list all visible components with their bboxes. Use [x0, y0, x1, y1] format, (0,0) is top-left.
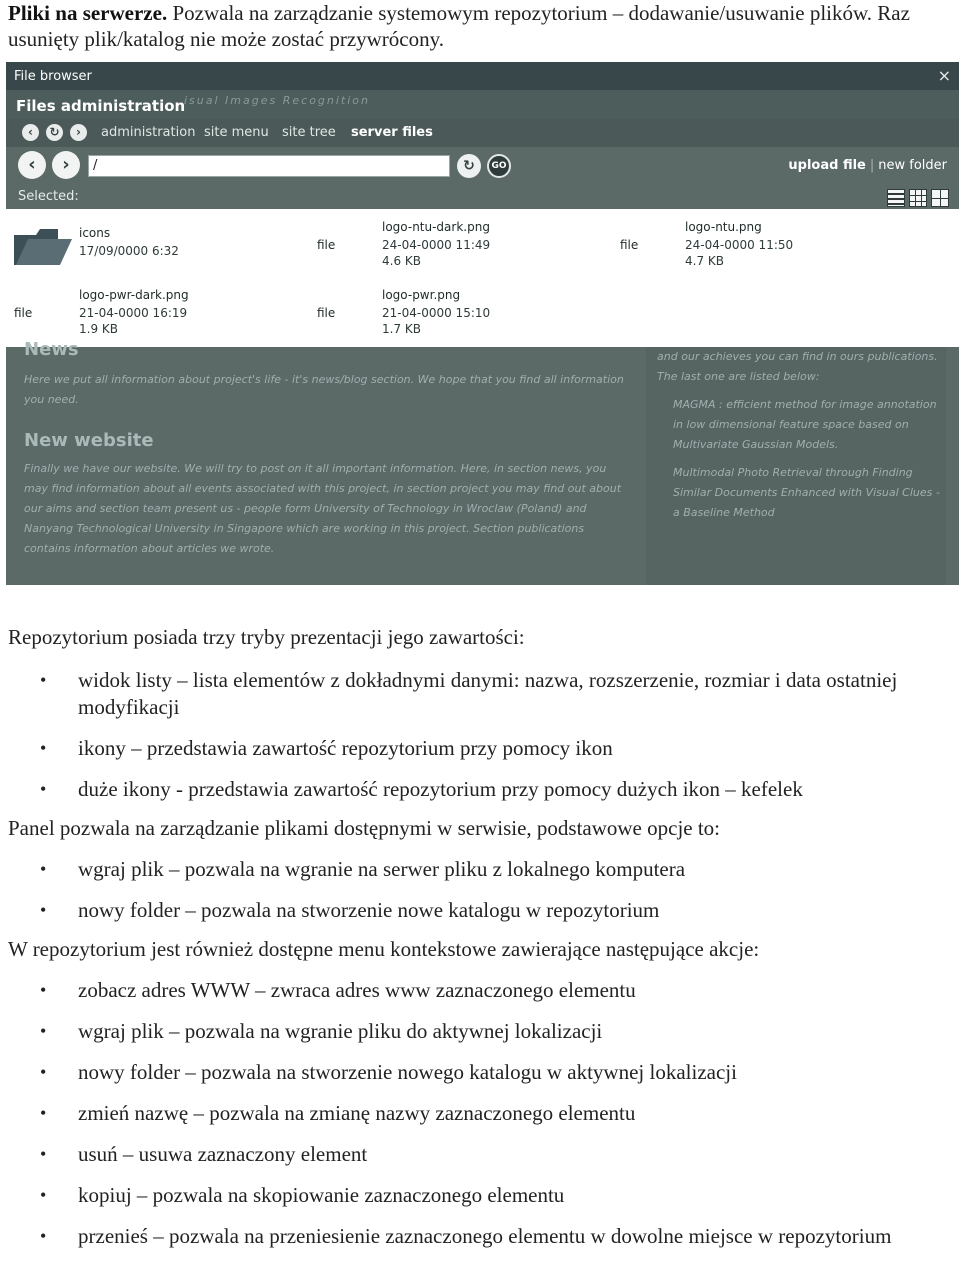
file-date: 21-04-0000 15:10: [382, 306, 491, 320]
file-item-logo-ntu[interactable]: [685, 220, 865, 272]
background-subtitle: isual Images Recognition: [184, 94, 370, 107]
intro-paragraph: [8, 0, 948, 52]
file-item-logo-ntu-dark[interactable]: [382, 220, 562, 272]
icons-view-icon[interactable]: [909, 189, 927, 207]
window-titlebar: [6, 62, 959, 90]
list-item: • zmień nazwę – pozwala na zmianę nazwy zaznaczonego elementu: [8, 1100, 948, 1127]
publication-item: Multimodal Photo Retrieval through Finding Similar Documents Enhanced with Visual Clues - a Baseline Method: [673, 466, 940, 519]
file-date: 24-04-0000 11:50: [685, 238, 794, 252]
admin-nav-bar: [6, 119, 959, 147]
nav-link-server-files[interactable]: server files: [351, 125, 433, 140]
new-website-text: Finally we have our website. We will try to post on it all important information. Here, in section news, you may find information about all events associated with this project, in section project you may find out about our aims and section team present us - people form University of Technology in Wroclaw (Poland) and Nanyang Technological University in Singapore which are working in this project. Section publications contains information about articles we wrote.: [24, 462, 622, 555]
paragraph-modes: Repozytorium posiada trzy tryby prezentacji jego zawartości:: [8, 625, 525, 649]
nav-link-administration[interactable]: administration: [101, 125, 196, 140]
view-mode-switch: [883, 189, 949, 211]
refresh-icon[interactable]: ↻: [457, 154, 481, 178]
list-modes: [8, 667, 948, 803]
nav-refresh-icon[interactable]: ↻: [46, 124, 63, 141]
file-size: 4.7 KB: [685, 254, 724, 268]
list-item: • duże ikony - przedstawia zawartość repozytorium przy pomocy dużych ikon – kefelek: [8, 776, 948, 803]
window-title: File browser: [14, 69, 92, 84]
blog-left-column: [24, 339, 624, 559]
list-item: • kopiuj – pozwala na skopiowanie zaznaczonego elementu: [8, 1182, 948, 1209]
file-type-label: file: [620, 238, 639, 252]
blog-right-column: [646, 347, 946, 585]
paragraph-panel: Panel pozwala na zarządzanie plikami dostępnymi w serwisie, podstawowe opcje to:: [8, 816, 721, 840]
go-button[interactable]: GO: [487, 154, 511, 178]
paragraph-context-menu: W repozytorium jest również dostępne menu kontekstowe zawierające następujące akcje:: [8, 937, 760, 961]
file-name: logo-pwr.png: [382, 288, 461, 302]
back-icon[interactable]: ‹: [18, 151, 46, 179]
list-item: • przenieś – pozwala na przeniesienie zaznaczonego elementu w dowolne miejsce w repozytorium: [8, 1223, 948, 1250]
file-item-icons[interactable]: [79, 226, 229, 278]
nav-forward-icon[interactable]: ›: [70, 124, 87, 141]
list-context-actions: [8, 977, 948, 1250]
selected-label: Selected:: [18, 189, 79, 204]
list-panel-options: [8, 856, 948, 924]
new-folder-link[interactable]: new folder: [878, 158, 947, 173]
file-actions: [788, 158, 947, 173]
file-size: 1.7 KB: [382, 322, 421, 336]
list-item: • widok listy – lista elementów z dokładnymi danymi: nazwa, rozszerzenie, rozmiar i data ostatniej modyfikacji: [8, 667, 948, 721]
large-icons-view-icon[interactable]: [931, 189, 949, 207]
intro-text: Pozwala na zarządzanie systemowym repozytorium – dodawanie/usuwanie plików. Raz usunięty plik/katalog nie może zostać przywrócony.: [8, 1, 910, 51]
upload-file-link[interactable]: upload file: [788, 158, 866, 173]
nav-back-icon[interactable]: ‹: [22, 124, 39, 141]
close-icon[interactable]: ×: [937, 66, 951, 85]
file-size: 4.6 KB: [382, 254, 421, 268]
file-date: 17/09/0000 6:32: [79, 244, 179, 258]
address-bar: [6, 147, 959, 187]
forward-icon[interactable]: ›: [52, 151, 80, 179]
list-item: • nowy folder – pozwala na stworzenie nowe katalogu w repozytorium: [8, 897, 948, 924]
intro-heading: Pliki na serwerze.: [8, 1, 168, 25]
list-item: • wgraj plik – pozwala na wgranie na serwer pliku z lokalnego komputera: [8, 856, 948, 883]
list-item: • ikony – przedstawia zawartość repozytorium przy pomocy ikon: [8, 735, 948, 762]
file-name: logo-ntu.png: [685, 220, 762, 234]
list-item: • usuń – usuwa zaznaczony element: [8, 1141, 948, 1168]
panel-title: Files administration: [16, 97, 186, 115]
background-website-content: [6, 339, 959, 585]
nav-link-site-tree[interactable]: site tree: [282, 125, 336, 140]
list-item: • nowy folder – pozwala na stworzenie nowego katalogu w aktywnej lokalizacji: [8, 1059, 948, 1086]
folder-icon[interactable]: [14, 229, 72, 265]
file-name: logo-pwr-dark.png: [79, 288, 189, 302]
file-name: icons: [79, 226, 111, 240]
news-text: Here we put all information about project's life - it's news/blog section. We hope that you find all information you need.: [24, 373, 624, 406]
nav-link-site-menu[interactable]: site menu: [204, 125, 269, 140]
new-website-heading: New website: [24, 430, 154, 451]
selection-bar: [6, 187, 959, 209]
list-view-icon[interactable]: [887, 189, 905, 207]
actions-separator: |: [869, 158, 875, 173]
file-type-label: file: [14, 306, 33, 320]
publications-intro: and our achieves you can find in ours publications. The last one are listed below:: [657, 350, 938, 383]
publication-item: MAGMA : efficient method for image annotation in low dimensional feature space based on Multivariate Gaussian Models.: [673, 398, 937, 451]
list-item: • zobacz adres WWW – zwraca adres www zaznaczonego elementu: [8, 977, 948, 1004]
document-body: [8, 624, 948, 1250]
file-grid: [6, 209, 959, 347]
list-item: • wgraj plik – pozwala na wgranie pliku do aktywnej lokalizacji: [8, 1018, 948, 1045]
file-type-label: file: [317, 238, 336, 252]
file-date: 21-04-0000 16:19: [79, 306, 188, 320]
path-input[interactable]: /: [88, 155, 450, 177]
file-size: 1.9 KB: [79, 322, 118, 336]
file-type-label: file: [317, 306, 336, 320]
file-name: logo-ntu-dark.png: [382, 220, 490, 234]
news-heading: News: [24, 339, 79, 360]
file-date: 24-04-0000 11:49: [382, 238, 491, 252]
file-item-logo-pwr-dark[interactable]: [79, 288, 259, 340]
file-browser-screenshot: [6, 62, 959, 585]
file-item-logo-pwr[interactable]: [382, 288, 562, 340]
